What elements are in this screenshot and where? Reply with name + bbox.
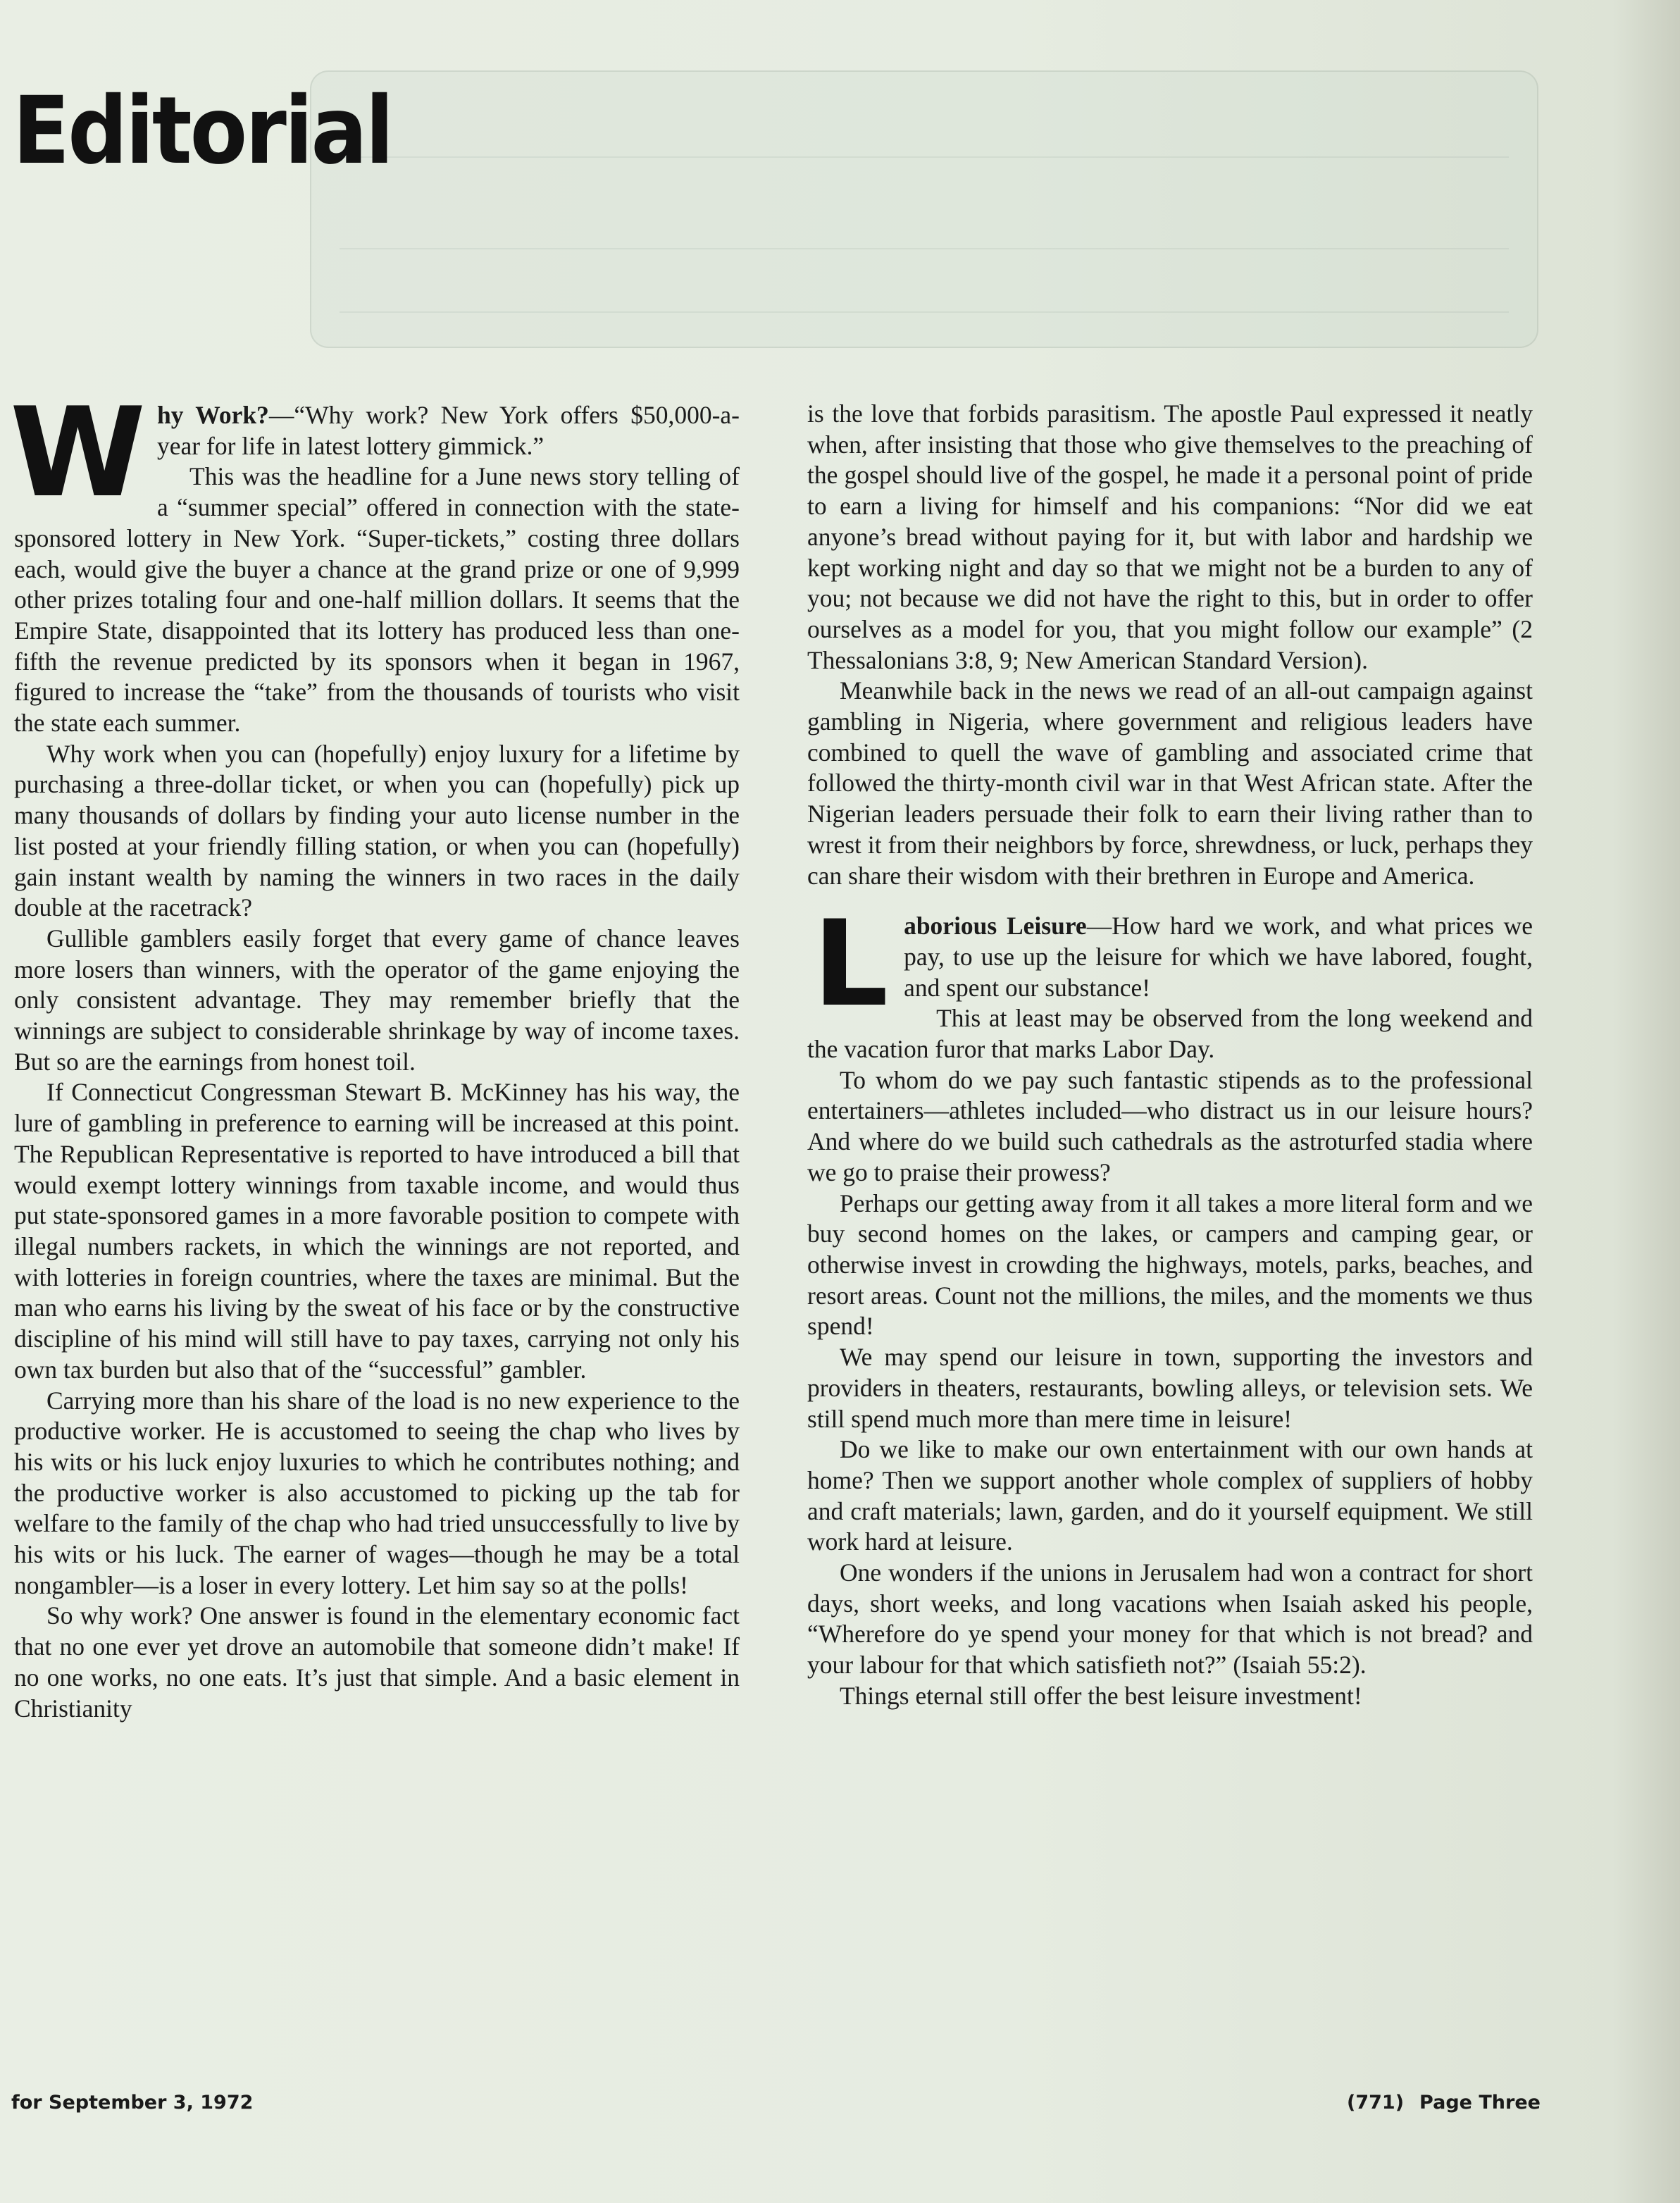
section1-paragraph: So why work? One answer is found in the elementary economic fact that no one ever yet drove an automobile that someone didn’t make! If no one works, no one eats. It’s just that simple. And a basic element in Christianity [14, 1601, 740, 1723]
section1-intro [10, 382, 740, 525]
section1-paragraph: If Connecticut Congressman Stewart B. McKinney has his way, the lure of gambling in preference to earning will be increased at this point. The Republican Representative is reported to have introduced a bill that would exempt lottery winnings from taxable income, and would thus put state-sponsored games in a more favorable position to compete with illegal numbers rackets, in which the winnings are not reported, and with lotteries in foreign countries, where the taxes are minimal. But the man who earns his living by the sweat of his face or by the constructive discipline of his mind will still have to pay taxes, carrying not only his own tax burden but also that of the “successful” gambler. [14, 1078, 740, 1384]
section-gap [807, 891, 1533, 911]
right-column [807, 399, 1533, 1712]
dropcap-w: W [10, 382, 147, 525]
section1-continued: Meanwhile back in the news we read of an all-out campaign against gambling in Nigeria, where government and religious leaders have combined to quell the wave of gambling and associated crime that followed the thirty-month civil war in that West African state. After the Nigerian leaders persuade their folk to earn their living rather than to wrest it from their neighbors by force, shrewdness, or luck, perhaps they can share their wisdom with their brethren in Europe and America. [807, 676, 1533, 890]
banner-line [340, 156, 1509, 158]
section2-paragraph: One wonders if the unions in Jerusalem had won a contract for short days, short weeks, and long vacations when Isaiah asked his people, “Wherefore do ye spend your money for that which is not bread? and your labour for that which satisfieth not?” (Isaiah 55:2). [807, 1558, 1533, 1680]
section1-heading-rest: —“Why work? New York offers $50,000-a-year for life in latest lottery gimmick.” [157, 401, 740, 460]
section2-paragraph: We may spend our leisure in town, supporting the investors and providers in theaters, restaurants, bowling alleys, or television sets. We still spend much more than mere time in leisure! [807, 1343, 1533, 1433]
section1-heading: hy Work? [157, 401, 269, 429]
section2-paragraph: Things eternal still offer the best leisure investment! [840, 1681, 1362, 1710]
dropcap-l: L [813, 895, 889, 1034]
left-column [10, 382, 740, 1724]
section2-heading: aborious Leisure [904, 912, 1087, 941]
section2-paragraph: Do we like to make our own entertainment with our own hands at home? Then we support another whole complex of suppliers of hobby and craft materials; lawn, garden, and do it yourself equipment. We still work hard at leisure. [807, 1435, 1533, 1556]
page-title: Editorial [13, 77, 392, 185]
section2-heading-rest: —How hard we work, and what prices we pay, to use up the leisure for which we have labored, fought, and spent our substance! [904, 912, 1533, 1002]
section1-paragraph: Carrying more than his share of the load is no new experience to the productive worker. He is accustomed to seeing the chap who lives by his wits or his luck enjoy luxuries to which he contributes nothing; and the productive worker is also accustomed to picking up the tab for welfare to the family of the chap who had tried unsuccessfully to live by his wits or his luck. The earner of wages—though he may be a total nongambler—is a loser in every lottery. Let him say so at the polls! [14, 1386, 740, 1599]
section2-paragraph: To whom do we pay such fantastic stipends as to the professional entertainers—athletes included—who distract us in our leisure hours? And where do we build such cathedrals as the astroturfed stadia where we go to praise their prowess? [807, 1065, 1533, 1186]
section1-paragraph: Why work when you can (hopefully) enjoy luxury for a lifetime by purchasing a three-dollar ticket, or when you can (hopefully) pick up many thousands of dollars by finding your auto license number in the list posted at your friendly filling station, or when you can (hopefully) gain instant wealth by naming the winners in two races in the daily double at the racetrack? [14, 739, 740, 922]
banner-line [340, 311, 1509, 313]
section1-paragraph: Gullible gamblers easily forget that every game of chance leaves more losers than winners, with the operator of the game enjoying the only consistent advantage. They may remember briefly that the winnings are subject to considerable shrinkage by way of income taxes. But so are the earnings from honest toil. [14, 924, 740, 1076]
footer-page-number: (771) [1347, 2092, 1405, 2114]
footer-date: for September 3, 1972 [11, 2092, 254, 2114]
banner-line [340, 248, 1509, 249]
footer-page-label: Page Three [1419, 2092, 1541, 2114]
decorative-header-banner [310, 70, 1538, 348]
section1-paragraph: This was the headline for a June news story telling of a “summer special” offered in connection with the state-sponsored lottery in New York. “Super-tickets,” costing three dollars each, would give the buyer a chance at the grand prize or one of 9,999 other prizes totaling four and one-half million dollars. It seems that the Empire State, disappointed that its lottery has produced less than one-fifth the revenue predicted by its sponsors when it began in 1967, figured to increase the “take” from the thousands of tourists who visit the state each summer. [14, 462, 740, 738]
section1-continued: is the love that forbids parasitism. The apostle Paul expressed it neatly when, after insisting that those who give themselves to the preaching of the gospel should live of the gospel, he made it a personal point of pride to earn a living for himself and his companions: “Nor did we eat anyone’s bread without paying for it, but with labor and hardship we kept working night and day so that we might not be a burden to any of you; not because we did not have the right to this, but in order to offer ourselves as a model for you, that you might follow our example” (2 Thessalonians 3:8, 9; New American Standard Version). [807, 399, 1533, 674]
footer-page [1347, 2092, 1541, 2114]
section2-paragraph: This at least may be observed from the long weekend and the vacation furor that marks Labor Day. [807, 1004, 1533, 1064]
section2-paragraph: Perhaps our getting away from it all takes a more literal form and we buy second homes on the lakes, or campers and camping gear, or otherwise invest in crowding the highways, motels, parks, beaches, and resort areas. Count not the millions, the miles, and the moments we thus spend! [807, 1189, 1533, 1341]
